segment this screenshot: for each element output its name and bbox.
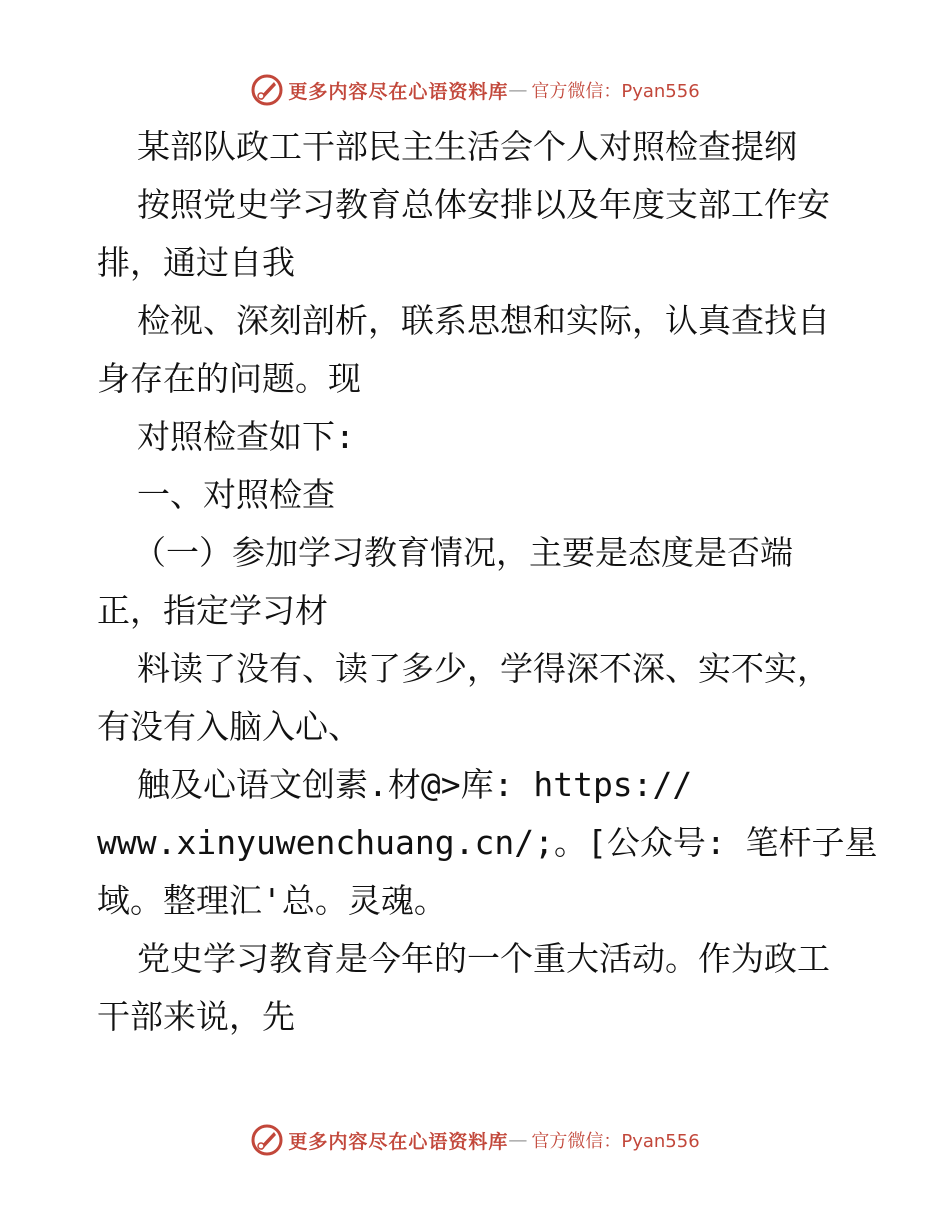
banner-wechat-text: 官方微信：Pyan556	[531, 81, 700, 102]
document-body	[97, 118, 887, 1046]
banner-dash: —	[508, 1129, 528, 1151]
paragraph-line: 按照党史学习教育总体安排以及年度支部工作安	[137, 185, 830, 224]
paragraph-line: www.xinyuwenchuang.cn/;。[公众号: 笔杆子星	[97, 823, 878, 862]
banner-main-text: 更多内容尽在心语资料库	[288, 1130, 509, 1153]
paragraph-line: 党史学习教育是今年的一个重大活动。作为政工	[137, 939, 830, 978]
banner-dash: —	[508, 79, 528, 101]
document-title: 某部队政工干部民主生活会个人对照检查提纲	[137, 127, 797, 166]
paragraph-line: 检视、深刻剖析，联系思想和实际，认真查找自	[137, 301, 830, 340]
paragraph-line: 身存在的问题。现	[97, 359, 361, 398]
banner-wechat-text: 官方微信：Pyan556	[531, 1131, 700, 1152]
paragraph-line: 触及心语文创素.材@>库: https://	[137, 765, 693, 804]
paragraph-line: 有没有入脑入心、	[97, 707, 361, 746]
paragraph-line: 对照检查如下:	[137, 417, 355, 456]
section-heading: 一、对照检查	[137, 475, 335, 514]
header-watermark-banner	[0, 70, 950, 110]
paragraph-line: 料读了没有、读了多少，学得深不深、实不实，	[137, 649, 830, 688]
paragraph-line: 干部来说，先	[97, 997, 295, 1036]
feather-pen-logo-icon	[250, 1123, 284, 1157]
feather-pen-logo-icon	[250, 73, 284, 107]
footer-watermark-banner	[0, 1120, 950, 1160]
paragraph-line: 域。整理汇'总。灵魂。	[97, 881, 447, 920]
paragraph-line: （一）参加学习教育情况，主要是态度是否端	[133, 533, 793, 572]
banner-main-text: 更多内容尽在心语资料库	[288, 80, 509, 103]
paragraph-line: 正，指定学习材	[97, 591, 328, 630]
paragraph-line: 排，通过自我	[97, 243, 295, 282]
